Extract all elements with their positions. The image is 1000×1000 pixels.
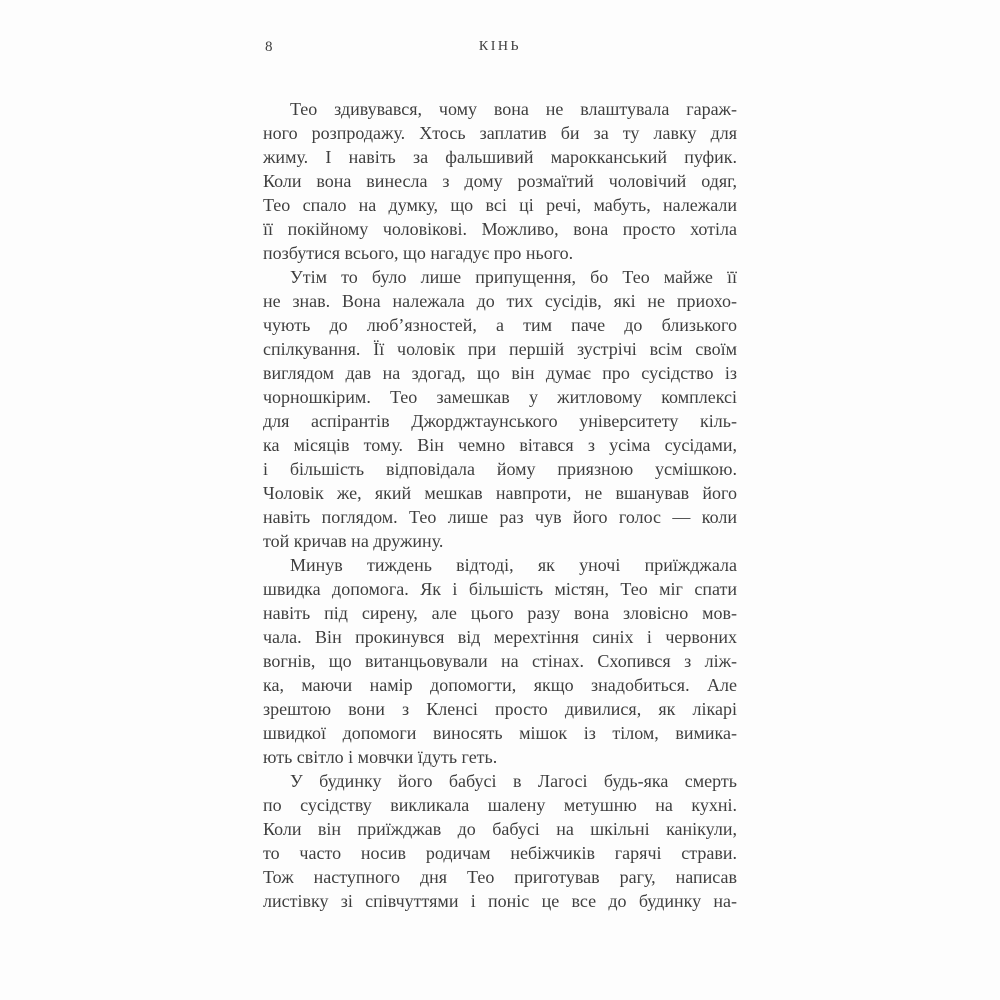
text-line: Тео здивувався, чому вона не влаштувала гараж- bbox=[290, 99, 737, 119]
text-line: спілкування. Її чоловік при першій зустрічі всім своїм bbox=[263, 339, 737, 359]
text-line: її покійному чоловікові. Можливо, вона просто хотіла bbox=[263, 219, 737, 239]
text-line: Тож наступного дня Тео приготував рагу, написав bbox=[263, 867, 737, 887]
text-line: Чоловік же, який мешкав навпроти, не вшанував його bbox=[263, 483, 737, 503]
paragraph bbox=[263, 97, 737, 265]
text-line: Тео спало на думку, що всі ці речі, мабуть, належали bbox=[263, 195, 737, 215]
text-line: по сусідству викликала шалену метушню на кухні. bbox=[263, 795, 737, 815]
page-number: 8 bbox=[265, 39, 273, 55]
text-line: Утім то було лише припущення, бо Тео майже її bbox=[290, 267, 737, 287]
text-line: навіть під сирену, але цього разу вона зловісно мов- bbox=[263, 603, 737, 623]
text-line: для аспірантів Джорджтаунського університету кіль- bbox=[263, 411, 737, 431]
paragraph bbox=[263, 265, 737, 553]
paragraph bbox=[263, 553, 737, 769]
text-line: листівку зі співчуттями і поніс це все до будинку на- bbox=[263, 891, 737, 911]
text-line: зрештою вони з Кленсі просто дивилися, як лікарі bbox=[263, 699, 737, 719]
text-line: чують до люб’язностей, а тим паче до близького bbox=[263, 315, 737, 335]
page-text bbox=[263, 97, 737, 913]
page-header bbox=[263, 39, 737, 57]
text-line: жиму. І навіть за фальшивий марокканський пуфик. bbox=[263, 147, 737, 167]
text-line: ють світло і мовчки їдуть геть. bbox=[263, 747, 498, 767]
text-line: то часто носив родичам небіжчиків гарячі страви. bbox=[263, 843, 737, 863]
paragraph bbox=[263, 769, 737, 913]
running-title: КІНЬ bbox=[478, 39, 522, 54]
text-line: ного розпродажу. Хтось заплатив би за ту лавку для bbox=[263, 123, 737, 143]
text-line: вогнів, що витанцьовували на стінах. Схопився з ліж- bbox=[263, 651, 737, 671]
text-line: і більшість відповідала йому приязною усмішкою. bbox=[263, 459, 737, 479]
text-line: Коли вона винесла з дому розмаїтий чоловічий одяг, bbox=[263, 171, 737, 191]
text-line: не знав. Вона належала до тих сусідів, які не приохо- bbox=[263, 291, 737, 311]
text-line: Минув тиждень відтоді, як уночі приїжджала bbox=[290, 555, 737, 575]
text-line: виглядом дав на здогад, що він думає про сусідство із bbox=[263, 363, 737, 383]
text-line: навіть поглядом. Тео лише раз чув його голос — коли bbox=[263, 507, 737, 527]
text-line: позбутися всього, що нагадує про нього. bbox=[263, 243, 574, 263]
text-line: чорношкірим. Тео замешкав у житловому комплексі bbox=[263, 387, 737, 407]
text-line: швидкої допомоги виносять мішок із тілом, вимика- bbox=[263, 723, 737, 743]
text-line: ка місяців тому. Він чемно вітався з усіма сусідами, bbox=[263, 435, 737, 455]
text-line: чала. Він прокинувся від мерехтіння синіх і червоних bbox=[263, 627, 737, 647]
text-line: ка, маючи намір допомогти, якщо знадобиться. Але bbox=[263, 675, 737, 695]
text-line: той кричав на дружину. bbox=[263, 531, 444, 551]
text-line: швидка допомога. Як і більшість містян, Тео міг спати bbox=[263, 579, 737, 599]
text-line: Коли він приїжджав до бабусі на шкільні канікули, bbox=[263, 819, 737, 839]
text-line: У будинку його бабусі в Лагосі будь-яка смерть bbox=[290, 771, 737, 791]
